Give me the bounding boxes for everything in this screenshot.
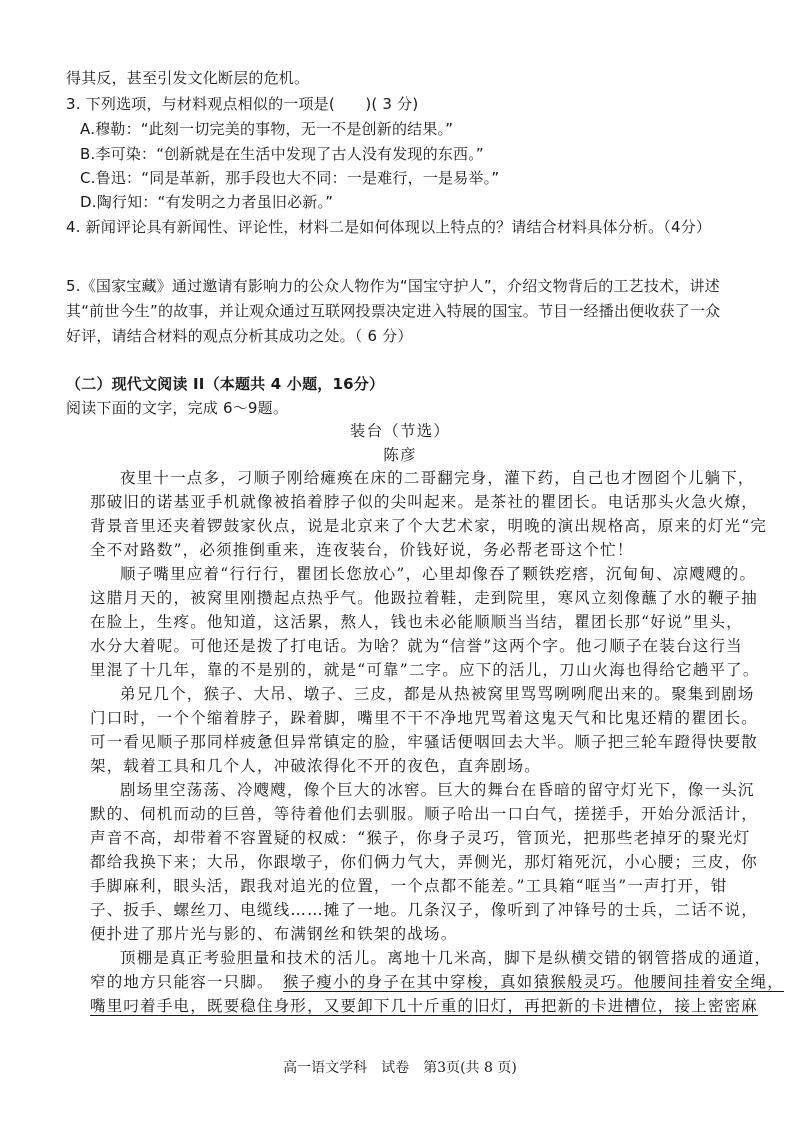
text-line-l37: 嘴里叼着手电，既要稳住身形，又要卸下几十斤重的旧灯，再把新的卡进槽位，接上密密麻: [90, 997, 759, 1015]
text-line-l20: 这腊月天的，被窝里刚攒起点热乎气。他趿拉着鞋，走到院里，寒风立刻像蘸了水的鞭子抽: [90, 589, 759, 607]
text-line-l06: D.陶行知：“有发明之力者虽旧必新。”: [80, 193, 334, 211]
text-line-l02: 3. 下列选项，与材料观点相似的一项是( )( 3 分): [66, 95, 419, 113]
text-line-l30: 声音不高，却带着不容置疑的权威：“猴子，你身子灵巧，管顶光，把那些老掉牙的聚光灯: [90, 829, 751, 847]
text-line-l28: 剧场里空荡荡、冷飕飕，像个巨大的冰窖。巨大的舞台在昏暗的留守灯光下，像一头沉: [120, 781, 755, 799]
text-line-l08: 5.《国家宝藏》通过邀请有影响力的公众人物作为“国宝守护人”，介绍文物背后的工艺技术，讲述: [66, 277, 720, 295]
text-line-l22: 水分大着呢。可他还是拨了打电话。为啥？就为“信誉”这两个字。他刁顺子在装台这行当: [90, 637, 743, 655]
text-line-l36b: 猴子瘦小的身子在其中穿梭，真如猿猴般灵巧。他腰间挂着安全绳，: [283, 973, 785, 991]
text-line-l24: 弟兄几个，猴子、大吊、墩子、三皮，都是从热被窝里骂骂咧咧爬出来的。聚集到剧场: [120, 685, 755, 703]
text-line-l09: 其“前世今生”的故事，并让观众通过互联网投票决定进入特展的国宝。节目一经播出便收获了一众: [66, 302, 721, 320]
text-line-l23: 里混了十几年，靠的不是别的，就是“可靠”二字。应下的活儿，刀山火海也得给它趟平了。: [90, 661, 760, 679]
text-line-l05: C.鲁迅：“同是革新，那手段也大不同：一是难行，一是易举。”: [80, 169, 500, 187]
text-line-l10: 好评，请结合材料的观点分析其成功之处。（ 6 分）: [66, 327, 413, 345]
text-line-l15: 夜里十一点多，刁顺子刚给瘫痪在床的二哥翻完身，灌下药，自己也才囫囵个儿躺下，: [120, 469, 755, 487]
text-line-l34: 便扑进了那片光与影的、布满钢丝和铁架的战场。: [90, 925, 458, 943]
text-line-l03: A.穆勒：“此刻一切完美的事物，无一不是创新的结果。”: [80, 120, 454, 138]
text-line-l27: 架，载着工具和几个人，冲破浓得化不开的夜色，直奔剧场。: [90, 757, 541, 775]
text-line-l19: 顺子嘴里应着“行行行，瞿团长您放心”，心里却像吞了颗铁疙瘩，沉甸甸、凉飕飕的。: [120, 565, 757, 583]
text-line-l25: 门口时，一个个缩着脖子，跺着脚，嘴里不干不净地咒骂着这鬼天气和比鬼还精的瞿团长。: [90, 709, 759, 727]
text-line-l14: 陈彦: [383, 446, 417, 464]
text-line-l07: 4. 新闻评论具有新闻性、评论性，材料二是如何体现以上特点的？请结合材料具体分析。（4分）: [66, 218, 712, 236]
text-line-l38: 高一语文学科 试卷 第3页(共 8 页): [283, 1060, 517, 1076]
text-line-l17: 背景音里还夹着锣鼓家伙点，说是北京来了个大艺术家，明晚的演出规格高，原来的灯光“完: [90, 517, 768, 535]
text-line-l18: 全不对路数”，必须推倒重来，连夜装台，价钱好说，务必帮老哥这个忙！: [90, 541, 634, 559]
text-line-l36a: 窄的地方只能容一只脚。: [90, 973, 274, 991]
text-line-l11: （二）现代文阅读 II（本题共 4 小题，16分）: [66, 375, 385, 393]
text-line-l26: 可一看见顺子那同样疲惫但异常镇定的脸，牢骚话便咽回去大半。顺子把三轮车蹬得快要散: [90, 733, 759, 751]
text-line-l33: 子、扳手、螺丝刀、电缆线……摊了一地。几条汉子，像听到了冲锋号的士兵，二话不说，: [90, 901, 759, 919]
text-line-l12: 阅读下面的文字，完成 6～9题。: [66, 399, 289, 417]
text-line-l13: 装台（节选）: [349, 422, 451, 440]
text-line-l04: B.李可染：“创新就是在生活中发现了古人没有发现的东西。”: [80, 145, 484, 163]
text-line-l16: 那破旧的诺基亚手机就像被掐着脖子似的尖叫起来。是茶社的瞿团长。电话那头火急火燎，: [90, 493, 759, 511]
text-line-l32: 手脚麻利，眼头活，跟我对追光的位置，一个点都不能差。”工具箱“哐当”一声打开，钳: [90, 877, 728, 895]
text-line-l01: 得其反，甚至引发文化断层的危机。: [66, 69, 310, 87]
text-line-l21: 在脸上，生疼。他知道，这活累，熬人，钱也未必能顺顺当当结，瞿团长那“好说”里头，: [90, 613, 743, 631]
text-line-l29: 默的、伺机而动的巨兽，等待着他们去驯服。顺子哈出一口白气，搓搓手，开始分派活计，: [90, 805, 759, 823]
text-line-l31: 都给我换下来；大吊，你跟墩子，你们俩力气大，弄侧光，那灯箱死沉，小心腰；三皮，你: [90, 853, 759, 871]
text-line-l35: 顶棚是真正考验胆量和技术的活儿。离地十几米高，脚下是纵横交错的钢管搭成的通道，: [120, 949, 772, 967]
